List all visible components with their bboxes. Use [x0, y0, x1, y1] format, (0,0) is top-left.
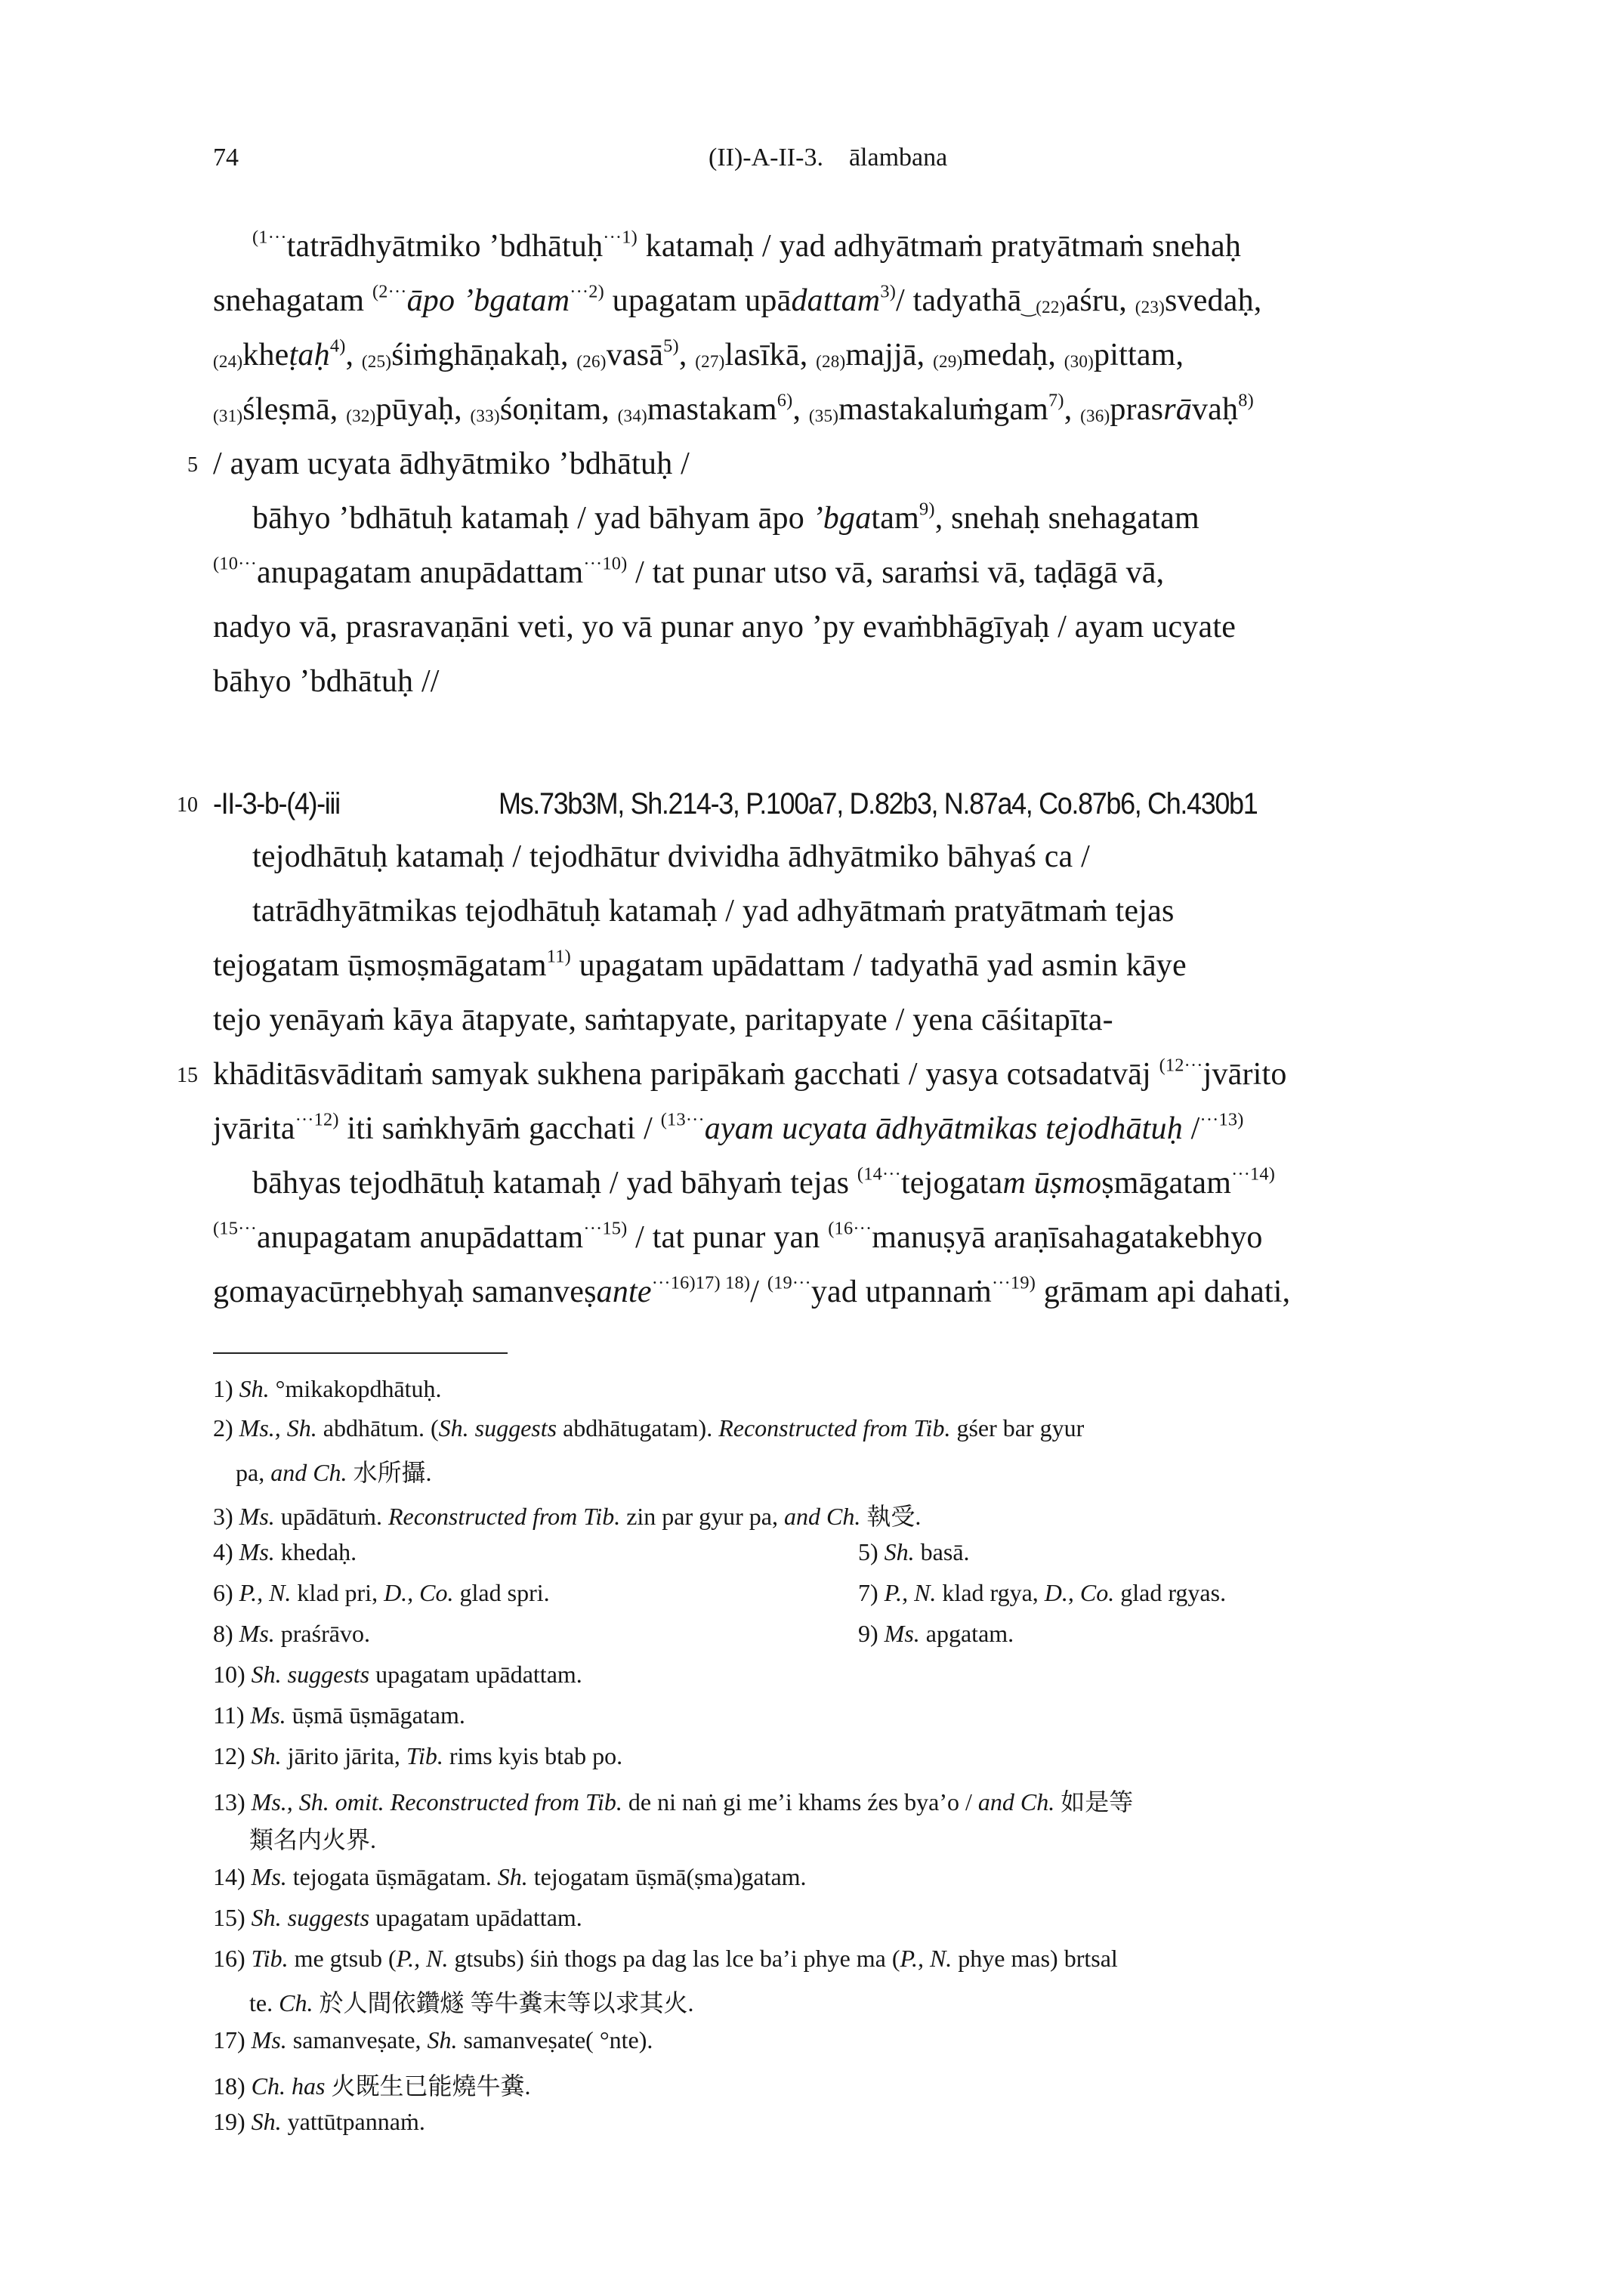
body-line: $^{(15\cdot\cdot\cdot}$anupagatam anupādattam$^{\cdot\cdot\cdot 15)}$ / tat punar yan $^{(16\cdot\cdot\cdot}$manuṣyā araṇīsahagatakebhyo: [213, 1218, 1263, 1255]
footnote: 3) Ms. upādātuṁ. Reconstructed from Tib. zin par gyur pa, and Ch. 執受.: [213, 1503, 922, 1530]
page-number: 74: [213, 144, 239, 172]
body-line: tejodhātuḥ katamaḥ / tejodhātur dvividha ādhyātmiko bāhyaś ca /: [252, 839, 1090, 874]
footnote: 8) Ms. praśrāvo.: [213, 1620, 370, 1647]
body-line: $^{(1\cdot\cdot\cdot}$tatrādhyātmiko ’bdhātuḥ$^{\cdot\cdot\cdot 1)}$ katamaḥ / yad adhyātmaṁ pratyātmaṁ snehaḥ: [252, 227, 1242, 264]
footnote: 13) Ms., Sh. omit. Reconstructed from Tib. de ni naṅ gi me’i khams źes bya’o / and Ch. 如是等: [213, 1788, 1134, 1815]
footnote: 18) Ch. has 火既生已能燒牛糞.: [213, 2072, 531, 2100]
body-line: bāhyas tejodhātuḥ katamaḥ / yad bāhyaṁ tejas $^{(14\cdot\cdot\cdot}$tejogatam ūṣmoṣmāgatam$^{\cdot\cdot\cdot 14)}$: [252, 1163, 1276, 1201]
body-line: tatrādhyātmikas tejodhātuḥ katamaḥ / yad adhyātmaṁ pratyātmaṁ tejas: [252, 894, 1175, 929]
footnote: 2) Ms., Sh. abdhātum. (Sh. suggests abdhātugatam). Reconstructed from Tib. gśer bar gyur: [213, 1414, 1085, 1442]
footnote-continuation: te. Ch. 於人間依鑽燧 等牛糞末等以求其火.: [249, 1989, 694, 2016]
footnote: 17) Ms. samanveṣate, Sh. samanveṣate( °nte).: [213, 2026, 653, 2053]
footnote: 19) Sh. yattūtpannaṁ.: [213, 2108, 425, 2135]
body-line: jvārita$^{\cdot\cdot\cdot 12)}$ iti saṁkhyāṁ gacchati / $^{(13\cdot\cdot\cdot}$ayam ucyata ādhyātmikas tejodhātuḥ /$^{\cdot\cdot\cdot 13)}$: [213, 1109, 1244, 1146]
footnote: 9) Ms. apgatam.: [858, 1620, 1014, 1647]
footnote: 11) Ms. ūṣmā ūṣmāgatam.: [213, 1701, 465, 1729]
body-line: tejo yenāyaṁ kāya ātapyate, saṁtapyate, paritapyate / yena cāśitapīta-: [213, 1003, 1113, 1037]
footnote: 10) Sh. suggests upagatam upādattam.: [213, 1661, 582, 1688]
body-line: gomayacūrṇebhyaḥ samanveṣante$^{\cdot\cdot\cdot 16)17) 18)}$/ $^{(19\cdot\cdot\cdot}$yad utpannaṁ$^{\cdot\cdot\cdot 19)}$ grāmam api dahati,: [213, 1272, 1291, 1309]
body-line: $_{(31)}$śleṣmā, $_{(32)}$pūyaḥ, $_{(33)}$śoṇitam, $_{(34)}$mastakam$^{6)}$, $_{(35)}$mastakaluṁgam$^{7)}$, $_{(36)}$prasrāvaḥ$^{8)}$: [213, 390, 1254, 427]
line-number: 5: [187, 453, 198, 477]
line-number: 15: [177, 1064, 198, 1087]
body-line: bāhyo ’bdhātuḥ katamaḥ / yad bāhyam āpo ’bgatam$^{9)}$, snehaḥ snehagatam: [252, 499, 1199, 536]
body-line: khāditāsvāditaṁ samyak sukhena paripākaṁ gacchati / yasya cotsadatvāj $^{(12\cdot\cdot\cdot}$jvārito: [213, 1055, 1287, 1092]
running-title: (II)-A-II-3. ālambana: [709, 144, 948, 172]
body-line: snehagatam $^{(2\cdot\cdot\cdot}$āpo ’bgatam$^{\cdot\cdot\cdot 2)}$ upagatam upādattam$^{3)}$/ tadyathā$_{‿(22)}$aśru, $_{(23)}$svedaḥ,: [213, 281, 1262, 318]
section-refs: Ms.73b3M, Sh.214-3, P.100a7, D.82b3, N.87a4, Co.87b6, Ch.430b1: [499, 787, 1258, 820]
body-line: bāhyo ’bdhātuḥ //: [213, 664, 440, 699]
footnote: 7) P., N. klad rgya, D., Co. glad rgyas.: [858, 1579, 1227, 1606]
footnote: 14) Ms. tejogata ūṣmāgatam. Sh. tejogatam ūṣmā(ṣma)gatam.: [213, 1863, 807, 1890]
body-line: / ayam ucyata ādhyātmiko ’bdhātuḥ /: [213, 447, 690, 481]
line-number: 10: [177, 793, 198, 817]
footnote: 15) Sh. suggests upagatam upādattam.: [213, 1904, 582, 1931]
footnote: 4) Ms. khedaḥ.: [213, 1538, 357, 1565]
body-line: $_{(24)}$kheṭaḥ$^{4)}$, $_{(25)}$śiṁghāṇakaḥ, $_{(26)}$vasā$^{5)}$, $_{(27)}$lasīkā, $_{(28)}$majjā, $_{(29)}$medaḥ, $_{(30)}$pittam,: [213, 335, 1184, 372]
body-line: tejogatam ūṣmoṣmāgatam$^{11)}$ upagatam upādattam / tadyathā yad asmin kāye: [213, 946, 1187, 983]
section-id: -II-3-b-(4)-iii: [213, 787, 340, 820]
footnote-continuation: 類名内火界.: [249, 1826, 377, 1853]
footnote: 5) Sh. basā.: [858, 1538, 970, 1565]
footnote: 16) Tib. me gtsub (P., N. gtsubs) śiṅ thogs pa dag las lce ba’i phye ma (P., N. phye mas) brtsal: [213, 1945, 1118, 1972]
footnote: 1) Sh. °mikakopdhātuḥ.: [213, 1375, 442, 1402]
footnote: 6) P., N. klad pri, D., Co. glad spri.: [213, 1579, 550, 1606]
footnote: 12) Sh. jārito jārita, Tib. rims kyis btab po.: [213, 1742, 623, 1769]
body-line: $^{(10\cdot\cdot\cdot}$anupagatam anupādattam$^{\cdot\cdot\cdot 10)}$ / tat punar utso vā, saraṁsi vā, taḍāgā vā,: [213, 553, 1165, 590]
body-line: nadyo vā, prasravaṇāni veti, yo vā punar anyo ’py evaṁbhāgīyaḥ / ayam ucyate: [213, 610, 1237, 644]
footnote-rule: [213, 1352, 508, 1354]
footnote-continuation: pa, and Ch. 水所攝.: [236, 1459, 432, 1486]
